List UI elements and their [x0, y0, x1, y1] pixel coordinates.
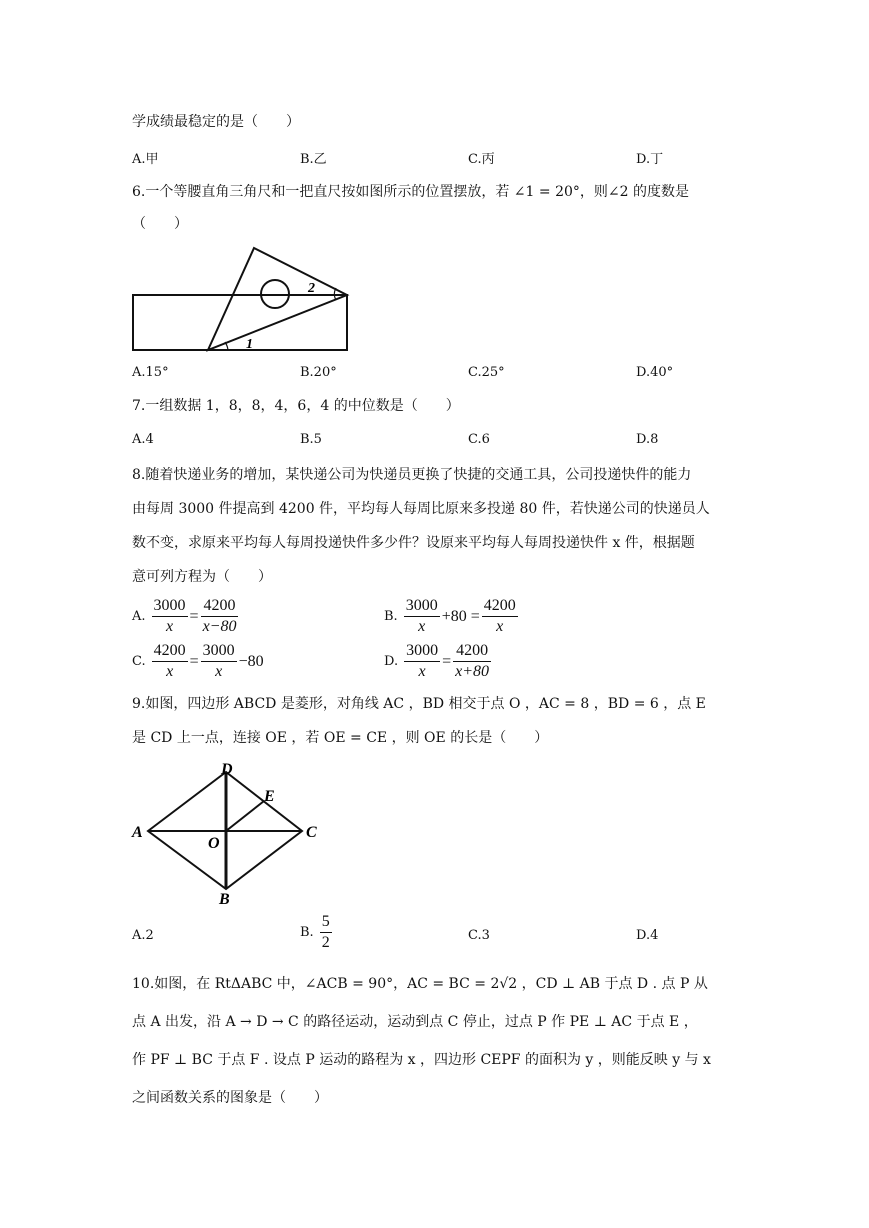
q7-option-d: D.8: [636, 432, 659, 447]
q6-option-c: C.25°: [468, 365, 505, 380]
q9-option-c: C.3: [468, 928, 490, 943]
q9-option-b: B. $\frac{5}{2}$: [300, 913, 330, 951]
q6-option-d: D.40°: [636, 365, 674, 380]
q10-line-3: 作 PF ⊥ BC 于点 F . 设点 P 运动的路程为 x ，四边形 CEPF 的面积为 y ，则能反映 y 与 x: [132, 1052, 711, 1068]
label-e: E: [264, 788, 275, 805]
q9-option-a: A.2: [132, 928, 154, 943]
angle2-label: 2: [308, 281, 315, 296]
q9-option-d: D.4: [636, 928, 659, 943]
q7-option-a: A.4: [132, 432, 154, 447]
label-c: C: [306, 824, 317, 841]
q6-option-a: A.15°: [132, 365, 169, 380]
label-o: O: [208, 835, 220, 852]
q6-text: 6.一个等腰直角三角尺和一把直尺按如图所示的位置摆放，若 ∠1 = 20°，则∠2 的度数是: [132, 184, 689, 200]
q5-option-d: D.丁: [636, 152, 664, 167]
label-d: D: [221, 761, 233, 778]
q10-line-4: 之间函数关系的图象是（ ）: [132, 1090, 328, 1106]
label-a: A: [132, 824, 143, 841]
label-b: B: [219, 891, 230, 908]
q7-option-b: B.5: [300, 432, 322, 447]
q8-option-b: B. $\frac{3000}{x}$ +80 = $\frac{4200}{x}$: [384, 597, 516, 635]
q5-option-a: A.甲: [132, 152, 159, 167]
q9-line-2: 是 CD 上一点，连接 OE ，若 OE = CE ，则 OE 的长是（ ）: [132, 730, 549, 746]
segment-oe: [226, 801, 264, 831]
q8-option-d: D. $\frac{3000}{x}$ = $\frac{4200}{x+80}$: [384, 642, 490, 680]
q7-text: 7.一组数据 1，8，8，4，6，4 的中位数是（ ）: [132, 398, 460, 414]
q6-figure: [128, 243, 358, 358]
q8-line-4: 意可列方程为（ ）: [132, 569, 272, 585]
q10-line-2: 点 A 出发，沿 A → D → C 的路径运动，运动到点 C 停止，过点 P 作 PE ⊥ AC 于点 E ，: [132, 1014, 698, 1030]
q5-tail: 学成绩最稳定的是（ ）: [132, 114, 300, 130]
q8-line-1: 8.随着快递业务的增加，某快递公司为快递员更换了快捷的交通工具，公司投递快件的能力: [132, 467, 692, 483]
q7-option-c: C.6: [468, 432, 490, 447]
q8-line-3: 数不变，求原来平均每人每周投递快件多少件？设原来平均每人每周投递快件 x 件，根据题: [132, 535, 695, 551]
q5-option-b: B.乙: [300, 152, 327, 167]
q5-option-c: C.丙: [468, 152, 495, 167]
q8-option-a: A. $\frac{3000}{x}$ = $\frac{4200}{x-80}$: [132, 597, 237, 635]
q8-option-c: C. $\frac{4200}{x}$ = $\frac{3000}{x}$ −80: [132, 642, 264, 680]
ruler-shape: [133, 295, 347, 350]
angle1-label: 1: [246, 337, 253, 352]
q9-line-1: 9.如图，四边形 ABCD 是菱形，对角线 AC ，BD 相交于点 O ，AC = 8 ，BD = 6 ，点 E: [132, 696, 706, 712]
q8-line-2: 由每周 3000 件提高到 4200 件，平均每人每周比原来多投递 80 件，若快递公司的快递员人: [132, 501, 710, 517]
triangle-shape: [208, 248, 347, 350]
q6-paren: （ ）: [132, 216, 188, 232]
q10-line-1: 10.如图，在 RtΔABC 中，∠ACB = 90°，AC = BC = 2√2 ，CD ⊥ AB 于点 D . 点 P 从: [132, 976, 708, 992]
q9-figure: [128, 760, 328, 910]
q6-option-b: B.20°: [300, 365, 337, 380]
